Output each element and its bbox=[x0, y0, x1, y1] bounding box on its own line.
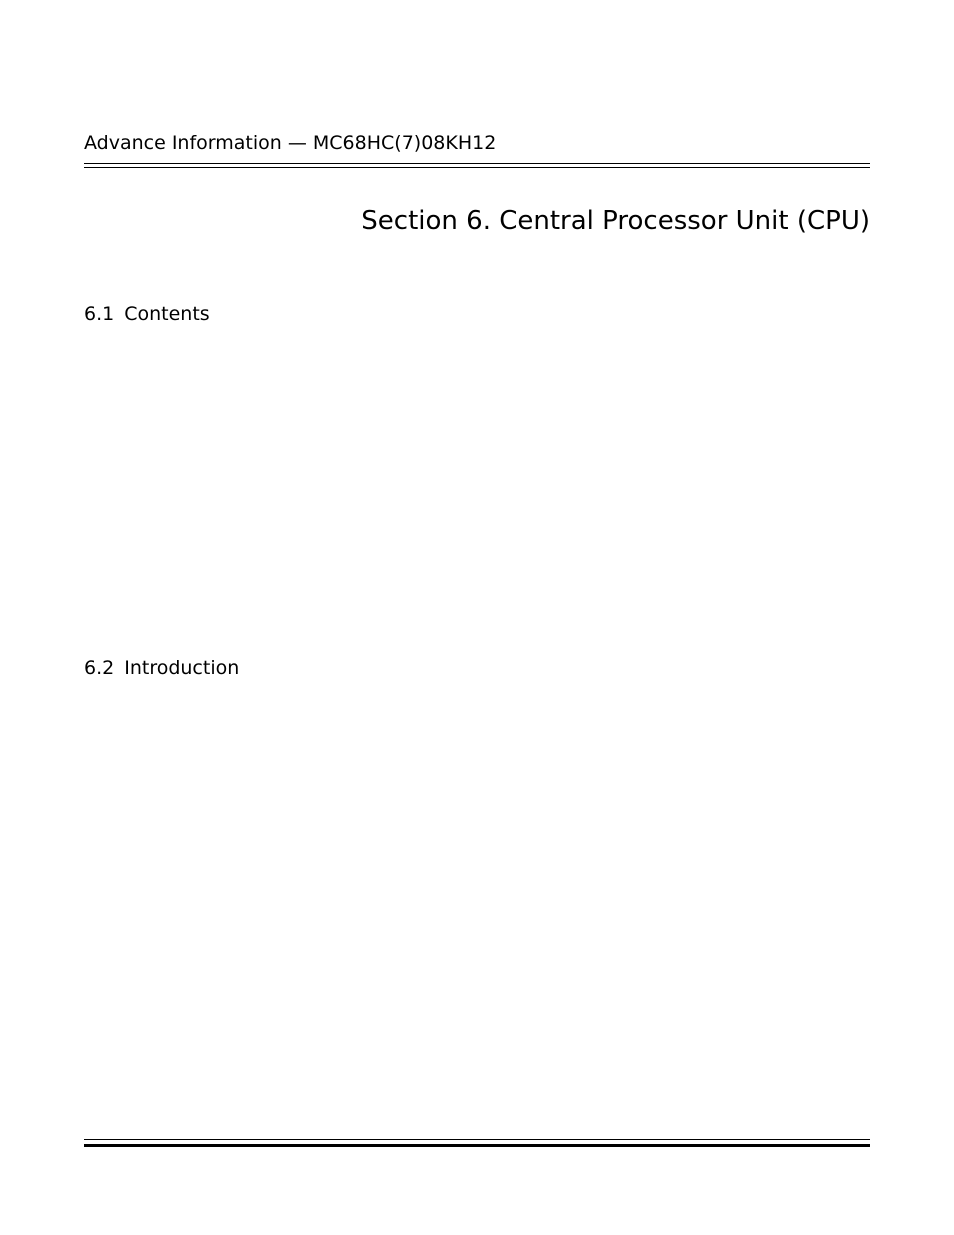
subsection-heading-introduction bbox=[84, 657, 239, 679]
footer-rule-thin bbox=[84, 1139, 870, 1140]
running-header-title: Advance Information — MC68HC(7)08KH12 bbox=[84, 132, 497, 154]
subsection-title: Introduction bbox=[124, 657, 240, 679]
header-rule-bottom bbox=[84, 167, 870, 168]
footer-rule-thick bbox=[84, 1144, 870, 1147]
subsection-number: 6.2 bbox=[84, 657, 115, 679]
subsection-title: Contents bbox=[124, 303, 210, 325]
section-title: Section 6. Central Processor Unit (CPU) bbox=[361, 206, 870, 236]
subsection-number: 6.1 bbox=[84, 303, 115, 325]
subsection-heading-contents bbox=[84, 303, 210, 325]
header-rule-top bbox=[84, 163, 870, 164]
